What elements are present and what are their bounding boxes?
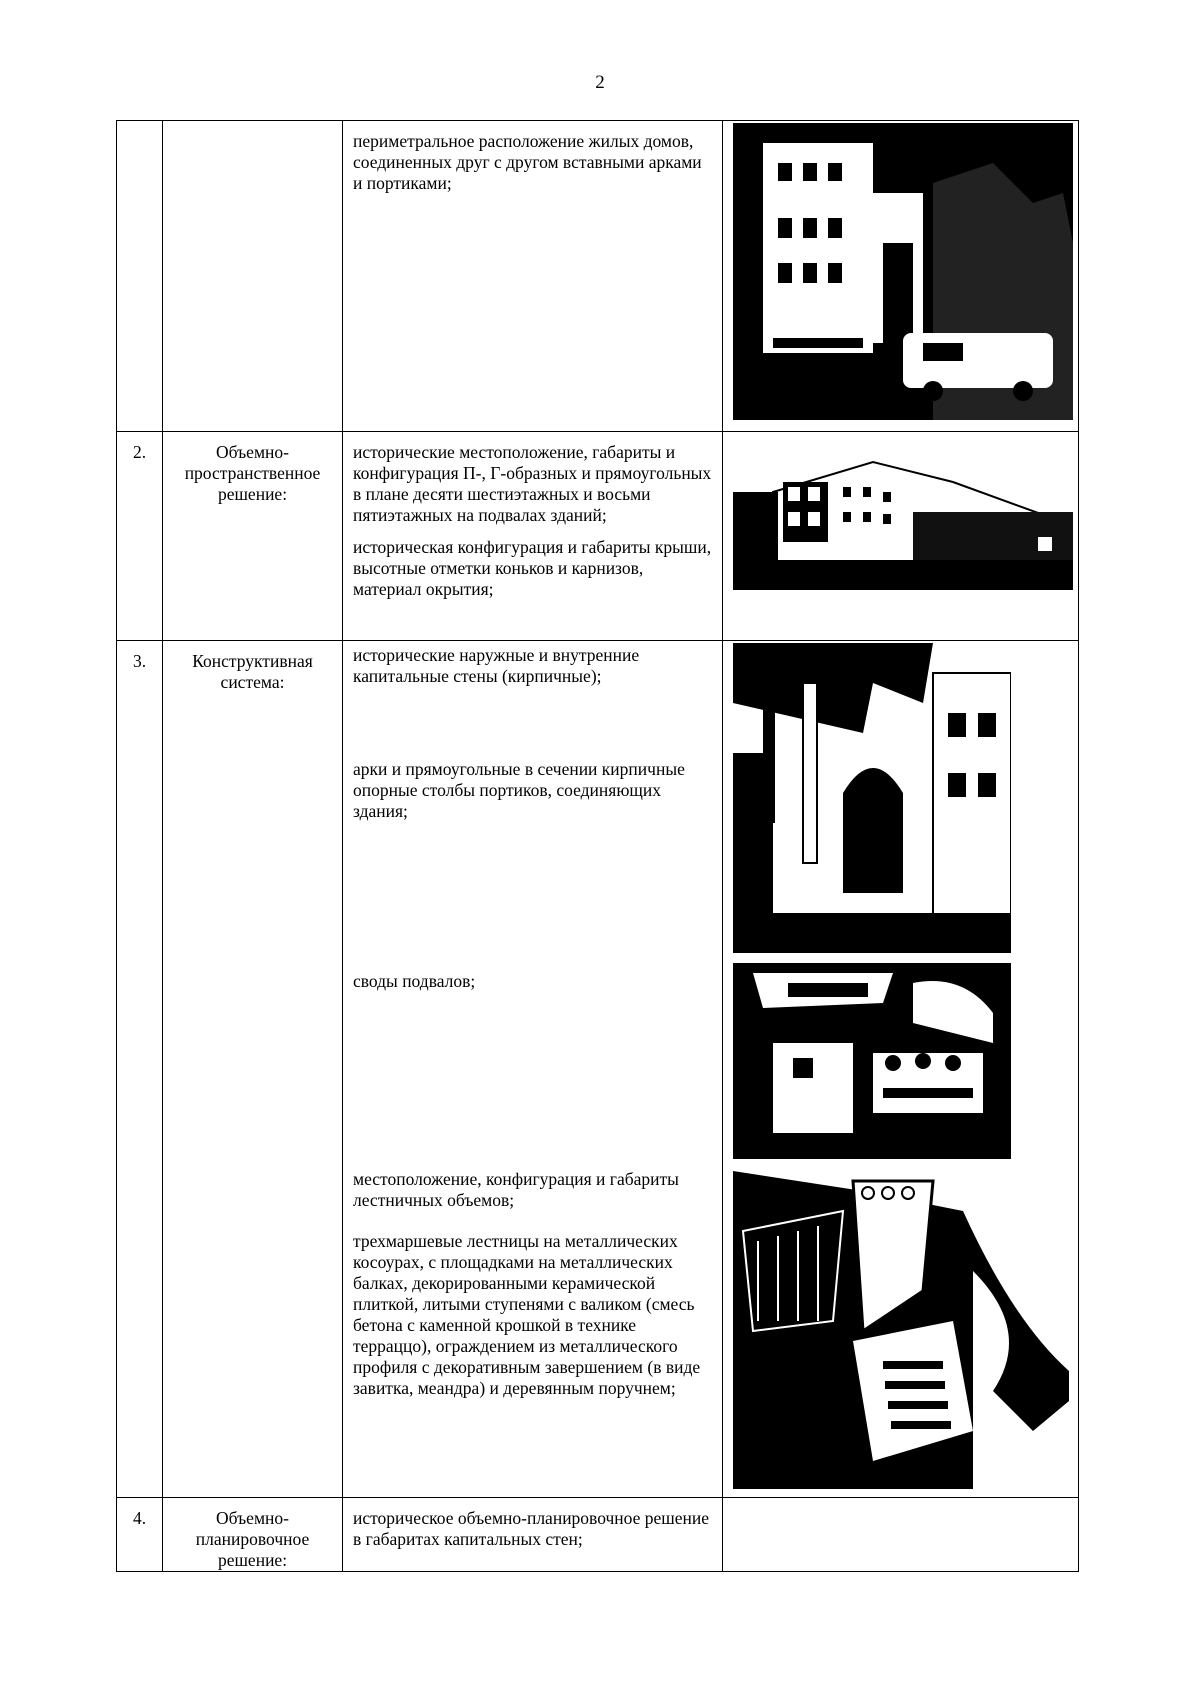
row-photo-cell bbox=[723, 121, 1079, 432]
table-row bbox=[117, 1498, 1079, 1572]
row-photo-cell bbox=[723, 641, 1079, 1498]
protected-features-table bbox=[116, 120, 1079, 1572]
row-description-cell bbox=[343, 641, 723, 1498]
row-number-cell: 2. bbox=[117, 432, 163, 641]
row-number-cell bbox=[117, 121, 163, 432]
row-number-cell: 3. bbox=[117, 641, 163, 1498]
table-row bbox=[117, 641, 1079, 1498]
row-description-cell bbox=[343, 432, 723, 641]
description-item: трехмаршевые лестницы на металлических косоурах, с площадками на металлических балках, декорированными керамической плиткой, литыми ступенями с валиком (смесь бетона с каменной крошкой в технике терраццо), ограждением из металлического профиля с декоративным завершением (в виде завитка, меандра) и деревянным поручнем; bbox=[353, 1231, 701, 1398]
row-description-cell bbox=[343, 1498, 723, 1572]
description-item: историческое объемно-планировочное решение в габаритах капитальных стен; bbox=[353, 1508, 710, 1549]
row-name-cell: Конструктивная система: bbox=[163, 641, 343, 1498]
staircase-photo bbox=[733, 1171, 1069, 1489]
row-photo-cell bbox=[723, 432, 1079, 641]
row-name-cell: Объемно-пространственное решение: bbox=[163, 432, 343, 641]
row-photo-cell bbox=[723, 1498, 1079, 1572]
building-courtyard-photo bbox=[733, 123, 1073, 420]
table-row bbox=[117, 432, 1079, 641]
description-item: историческая конфигурация и габариты крыши, высотные отметки коньков и карнизов, материал окрытия; bbox=[353, 537, 712, 599]
row-name-cell: Объемно-планировочное решение: bbox=[163, 1498, 343, 1572]
description-item: исторические наружные и внутренние капитальные стены (кирпичные); bbox=[353, 645, 640, 686]
street-view-photo bbox=[733, 442, 1073, 590]
page-number: 2 bbox=[595, 72, 605, 93]
description-item: исторические местоположение, габариты и конфигурация П-, Г-образных и прямоугольных в плане десяти шестиэтажных и восьми пятиэтажных на подвалах зданий; bbox=[353, 442, 712, 525]
description-item: своды подвалов; bbox=[353, 971, 476, 991]
portico-arch-photo bbox=[733, 643, 1011, 953]
row-number-cell: 4. bbox=[117, 1498, 163, 1572]
description-item: периметральное расположение жилых домов, соединенных друг с другом вставными арками и портиками; bbox=[353, 131, 702, 193]
row-description-cell bbox=[343, 121, 723, 432]
description-item: арки и прямоугольные в сечении кирпичные опорные столбы портиков, соединяющих здания; bbox=[353, 759, 685, 821]
description-item: местоположение, конфигурация и габариты лестничных объемов; bbox=[353, 1169, 679, 1210]
row-name-cell bbox=[163, 121, 343, 432]
table-row bbox=[117, 121, 1079, 432]
basement-vault-photo bbox=[733, 963, 1011, 1159]
